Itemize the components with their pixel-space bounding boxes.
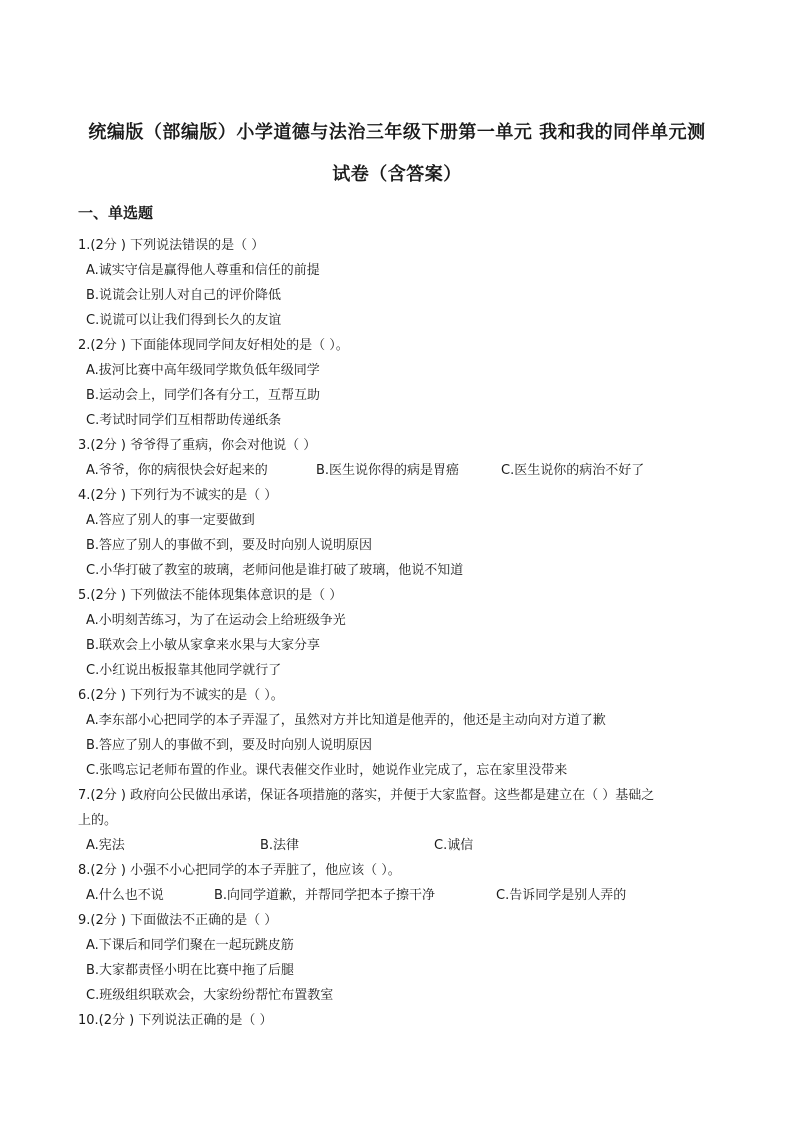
- question-7-option-c: C.诚信: [434, 838, 474, 853]
- question-4-option-b: B.答应了别人的事做不到，要及时向别人说明原因: [86, 538, 373, 553]
- question-4-option-c: C.小华打破了教室的玻璃，老师问他是谁打破了玻璃，他说不知道: [86, 563, 464, 578]
- question-5-stem: 5.(2分 ) 下列做法不能体现集体意识的是（ ）: [78, 588, 343, 603]
- question-1-option-c: C.说谎可以让我们得到长久的友谊: [86, 313, 282, 328]
- question-9-option-a: A.下课后和同学们聚在一起玩跳皮筋: [86, 938, 294, 953]
- question-3-option-b: B.医生说你得的病是胃癌: [316, 463, 460, 478]
- question-5-option-a: A.小明刻苦练习，为了在运动会上给班级争光: [86, 613, 346, 628]
- question-4-option-a: A.答应了别人的事一定要做到: [86, 513, 255, 528]
- question-1-option-b: B.说谎会让别人对自己的评价降低: [86, 288, 282, 303]
- question-6-option-b: B.答应了别人的事做不到，要及时向别人说明原因: [86, 738, 373, 753]
- question-4-stem: 4.(2分 ) 下列行为不诚实的是（ ）: [78, 488, 278, 503]
- question-8-option-c: C.告诉同学是别人弄的: [496, 888, 627, 903]
- question-6-stem: 6.(2分 ) 下列行为不诚实的是（ ）。: [78, 688, 284, 703]
- question-6-option-a: A.李东部小心把同学的本子弄湿了，虽然对方并比知道是他弄的，他还是主动向对方道了歉: [86, 713, 606, 728]
- question-2-option-a: A.拔河比赛中高年级同学欺负低年级同学: [86, 363, 320, 378]
- question-8-options-row: [78, 883, 728, 908]
- document-title-line-2: 试卷（含答案）: [332, 164, 462, 185]
- question-8-option-a: A.什么也不说: [86, 888, 164, 903]
- question-8-stem: 8.(2分 ) 小强不小心把同学的本子弄脏了，他应该（ ）。: [78, 863, 401, 878]
- question-7-stem: 7.(2分 ) 政府向公民做出承诺，保证各项措施的落实，并便于大家监督。这些都是建立在（ ）基础之: [78, 788, 655, 803]
- question-9-option-c: C.班级组织联欢会，大家纷纷帮忙布置教室: [86, 988, 334, 1003]
- question-7-option-b: B.法律: [260, 838, 300, 853]
- question-2-option-c: C.考试时同学们互相帮助传递纸条: [86, 413, 282, 428]
- question-8-option-b: B.向同学道歉，并帮同学把本子擦干净: [214, 888, 436, 903]
- question-9-option-b: B.大家都责怪小明在比赛中拖了后腿: [86, 963, 295, 978]
- question-5-option-b: B.联欢会上小敏从家拿来水果与大家分享: [86, 638, 321, 653]
- question-2-stem: 2.(2分 ) 下面能体现同学间友好相处的是（ ）。: [78, 338, 349, 353]
- question-list: [78, 233, 728, 1033]
- question-10-stem: 10.(2分 ) 下列说法正确的是（ ）: [78, 1013, 273, 1028]
- question-1-stem: 1.(2分 ) 下列说法错误的是（ ）: [78, 238, 265, 253]
- question-3-option-a: A.爷爷，你的病很快会好起来的: [86, 463, 268, 478]
- question-3-option-c: C.医生说你的病治不好了: [501, 463, 645, 478]
- question-7-option-a: A.宪法: [86, 838, 125, 853]
- section-heading: 一、单选题: [78, 204, 154, 222]
- question-2-option-b: B.运动会上，同学们各有分工，互帮互助: [86, 388, 321, 403]
- question-1-option-a: A.诚实守信是赢得他人尊重和信任的前提: [86, 263, 320, 278]
- question-5-option-c: C.小红说出板报靠其他同学就行了: [86, 663, 282, 678]
- question-9-stem: 9.(2分 ) 下面做法不正确的是（ ）: [78, 913, 278, 928]
- question-3-stem: 3.(2分 ) 爷爷得了重病，你会对他说（ ）: [78, 438, 317, 453]
- question-7-options-row: [78, 833, 728, 858]
- question-6-option-c: C.张鸣忘记老师布置的作业。课代表催交作业时，她说作业完成了，忘在家里没带来: [86, 763, 568, 778]
- question-3-options-row: [78, 458, 728, 483]
- document-title-line-1: 统编版（部编版）小学道德与法治三年级下册第一单元 我和我的同伴单元测: [88, 122, 706, 143]
- question-7-stem-continued: 上的。: [78, 813, 118, 828]
